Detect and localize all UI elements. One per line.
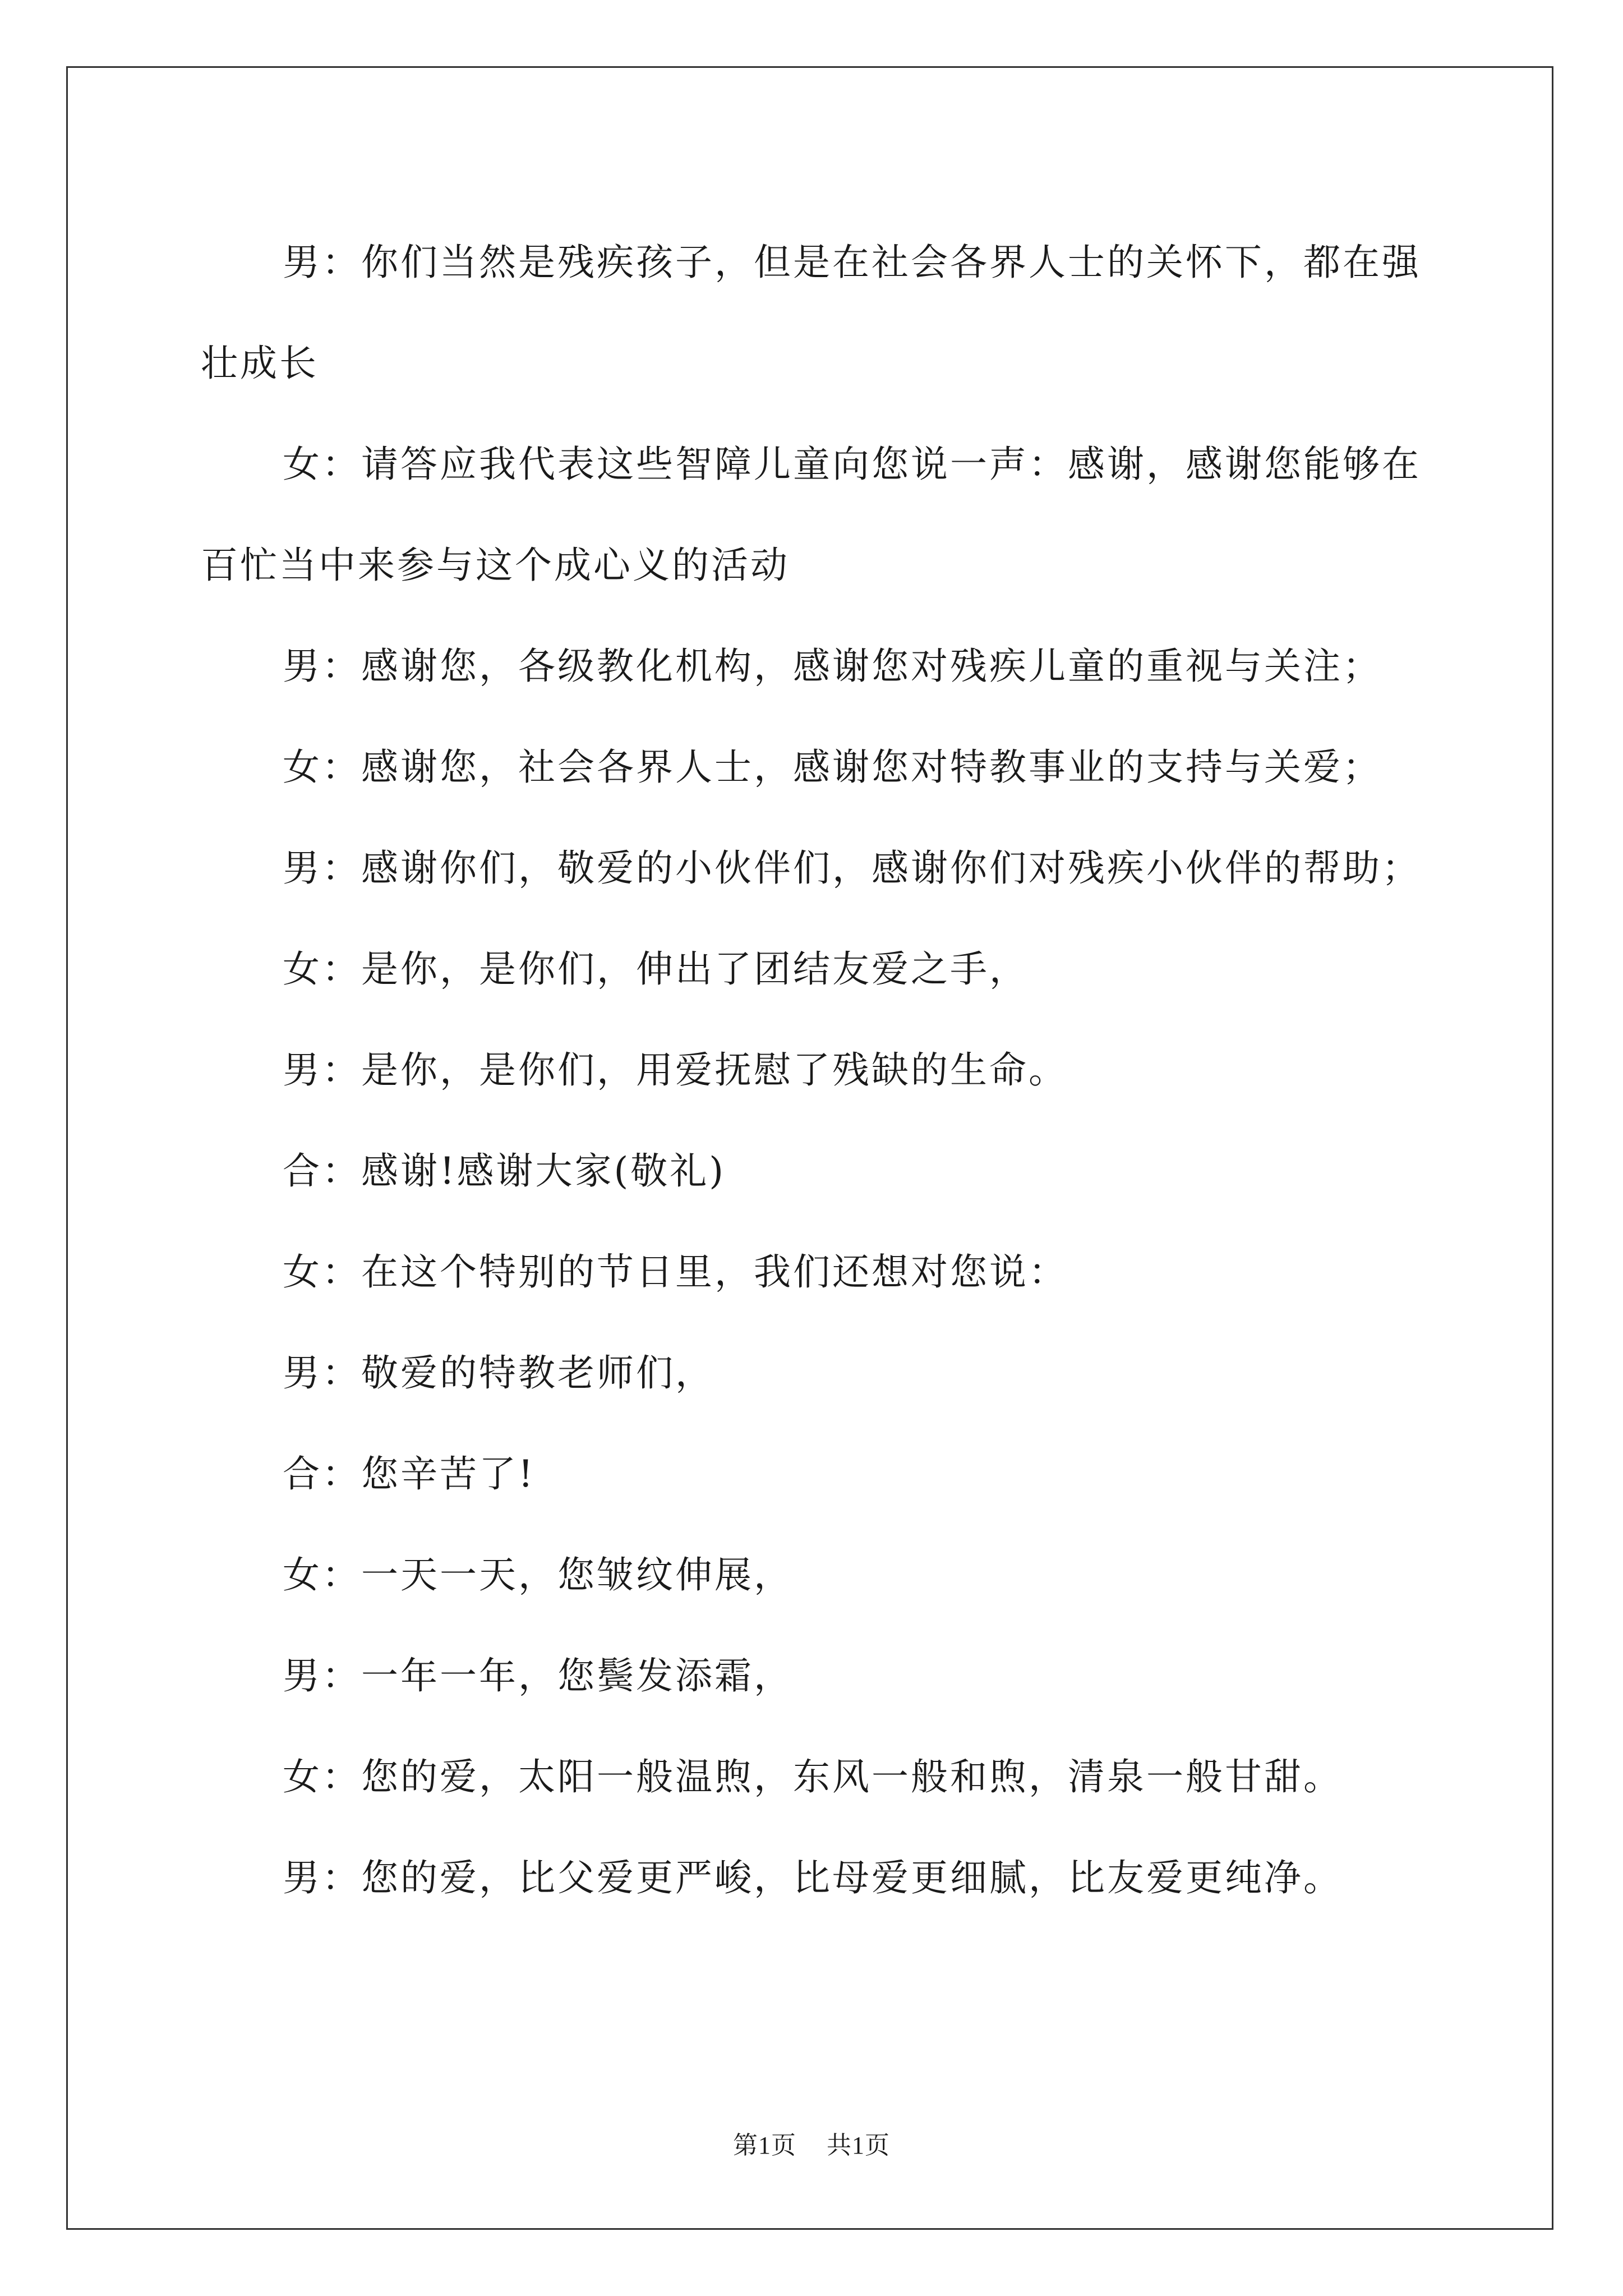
paragraph: 男：是你，是你们，用爱抚慰了残缺的生命。 — [283, 1048, 1068, 1092]
page-number-total: 共1页 — [827, 2132, 890, 2159]
paragraph: 男：你们当然是残疾孩子，但是在社会各界人士的关怀下，都在强壮成长 — [201, 241, 1421, 385]
paragraph: 女：感谢您，社会各界人士，感谢您对特教事业的支持与关爱； — [283, 746, 1382, 789]
paragraph: 男：一年一年，您鬓发添霜， — [283, 1654, 793, 1697]
paragraph: 女：在这个特别的节日里，我们还想对您说： — [283, 1250, 1068, 1294]
paragraph: 女：请答应我代表这些智障儿童向您说一声：感谢，感谢您能够在百忙当中来参与这个成心义的活动 — [201, 443, 1421, 587]
paragraph: 女：是你，是你们，伸出了团结友爱之手， — [283, 947, 1029, 991]
paragraph: 男：感谢你们，敬爱的小伙伴们，感谢你们对残疾小伙伴的帮助； — [283, 846, 1421, 890]
document-body — [201, 212, 1446, 1929]
paragraph: 男：您的爱，比父爱更严峻，比母爱更细腻，比友爱更纯净。 — [283, 1856, 1343, 1899]
paragraph: 女：一天一天，您皱纹伸展， — [283, 1553, 793, 1596]
paragraph: 男：敬爱的特教老师们， — [283, 1351, 714, 1395]
page-footer — [0, 2125, 1623, 2161]
paragraph: 女：您的爱，太阳一般温煦，东风一般和煦，清泉一般甘甜。 — [283, 1755, 1343, 1798]
paragraph: 合：您辛苦了! — [283, 1452, 536, 1496]
paragraph: 合：感谢!感谢大家(敬礼) — [283, 1149, 726, 1193]
paragraph: 男：感谢您，各级教化机构，感谢您对残疾儿童的重视与关注； — [283, 645, 1382, 688]
page-number-current: 第1页 — [733, 2132, 796, 2159]
